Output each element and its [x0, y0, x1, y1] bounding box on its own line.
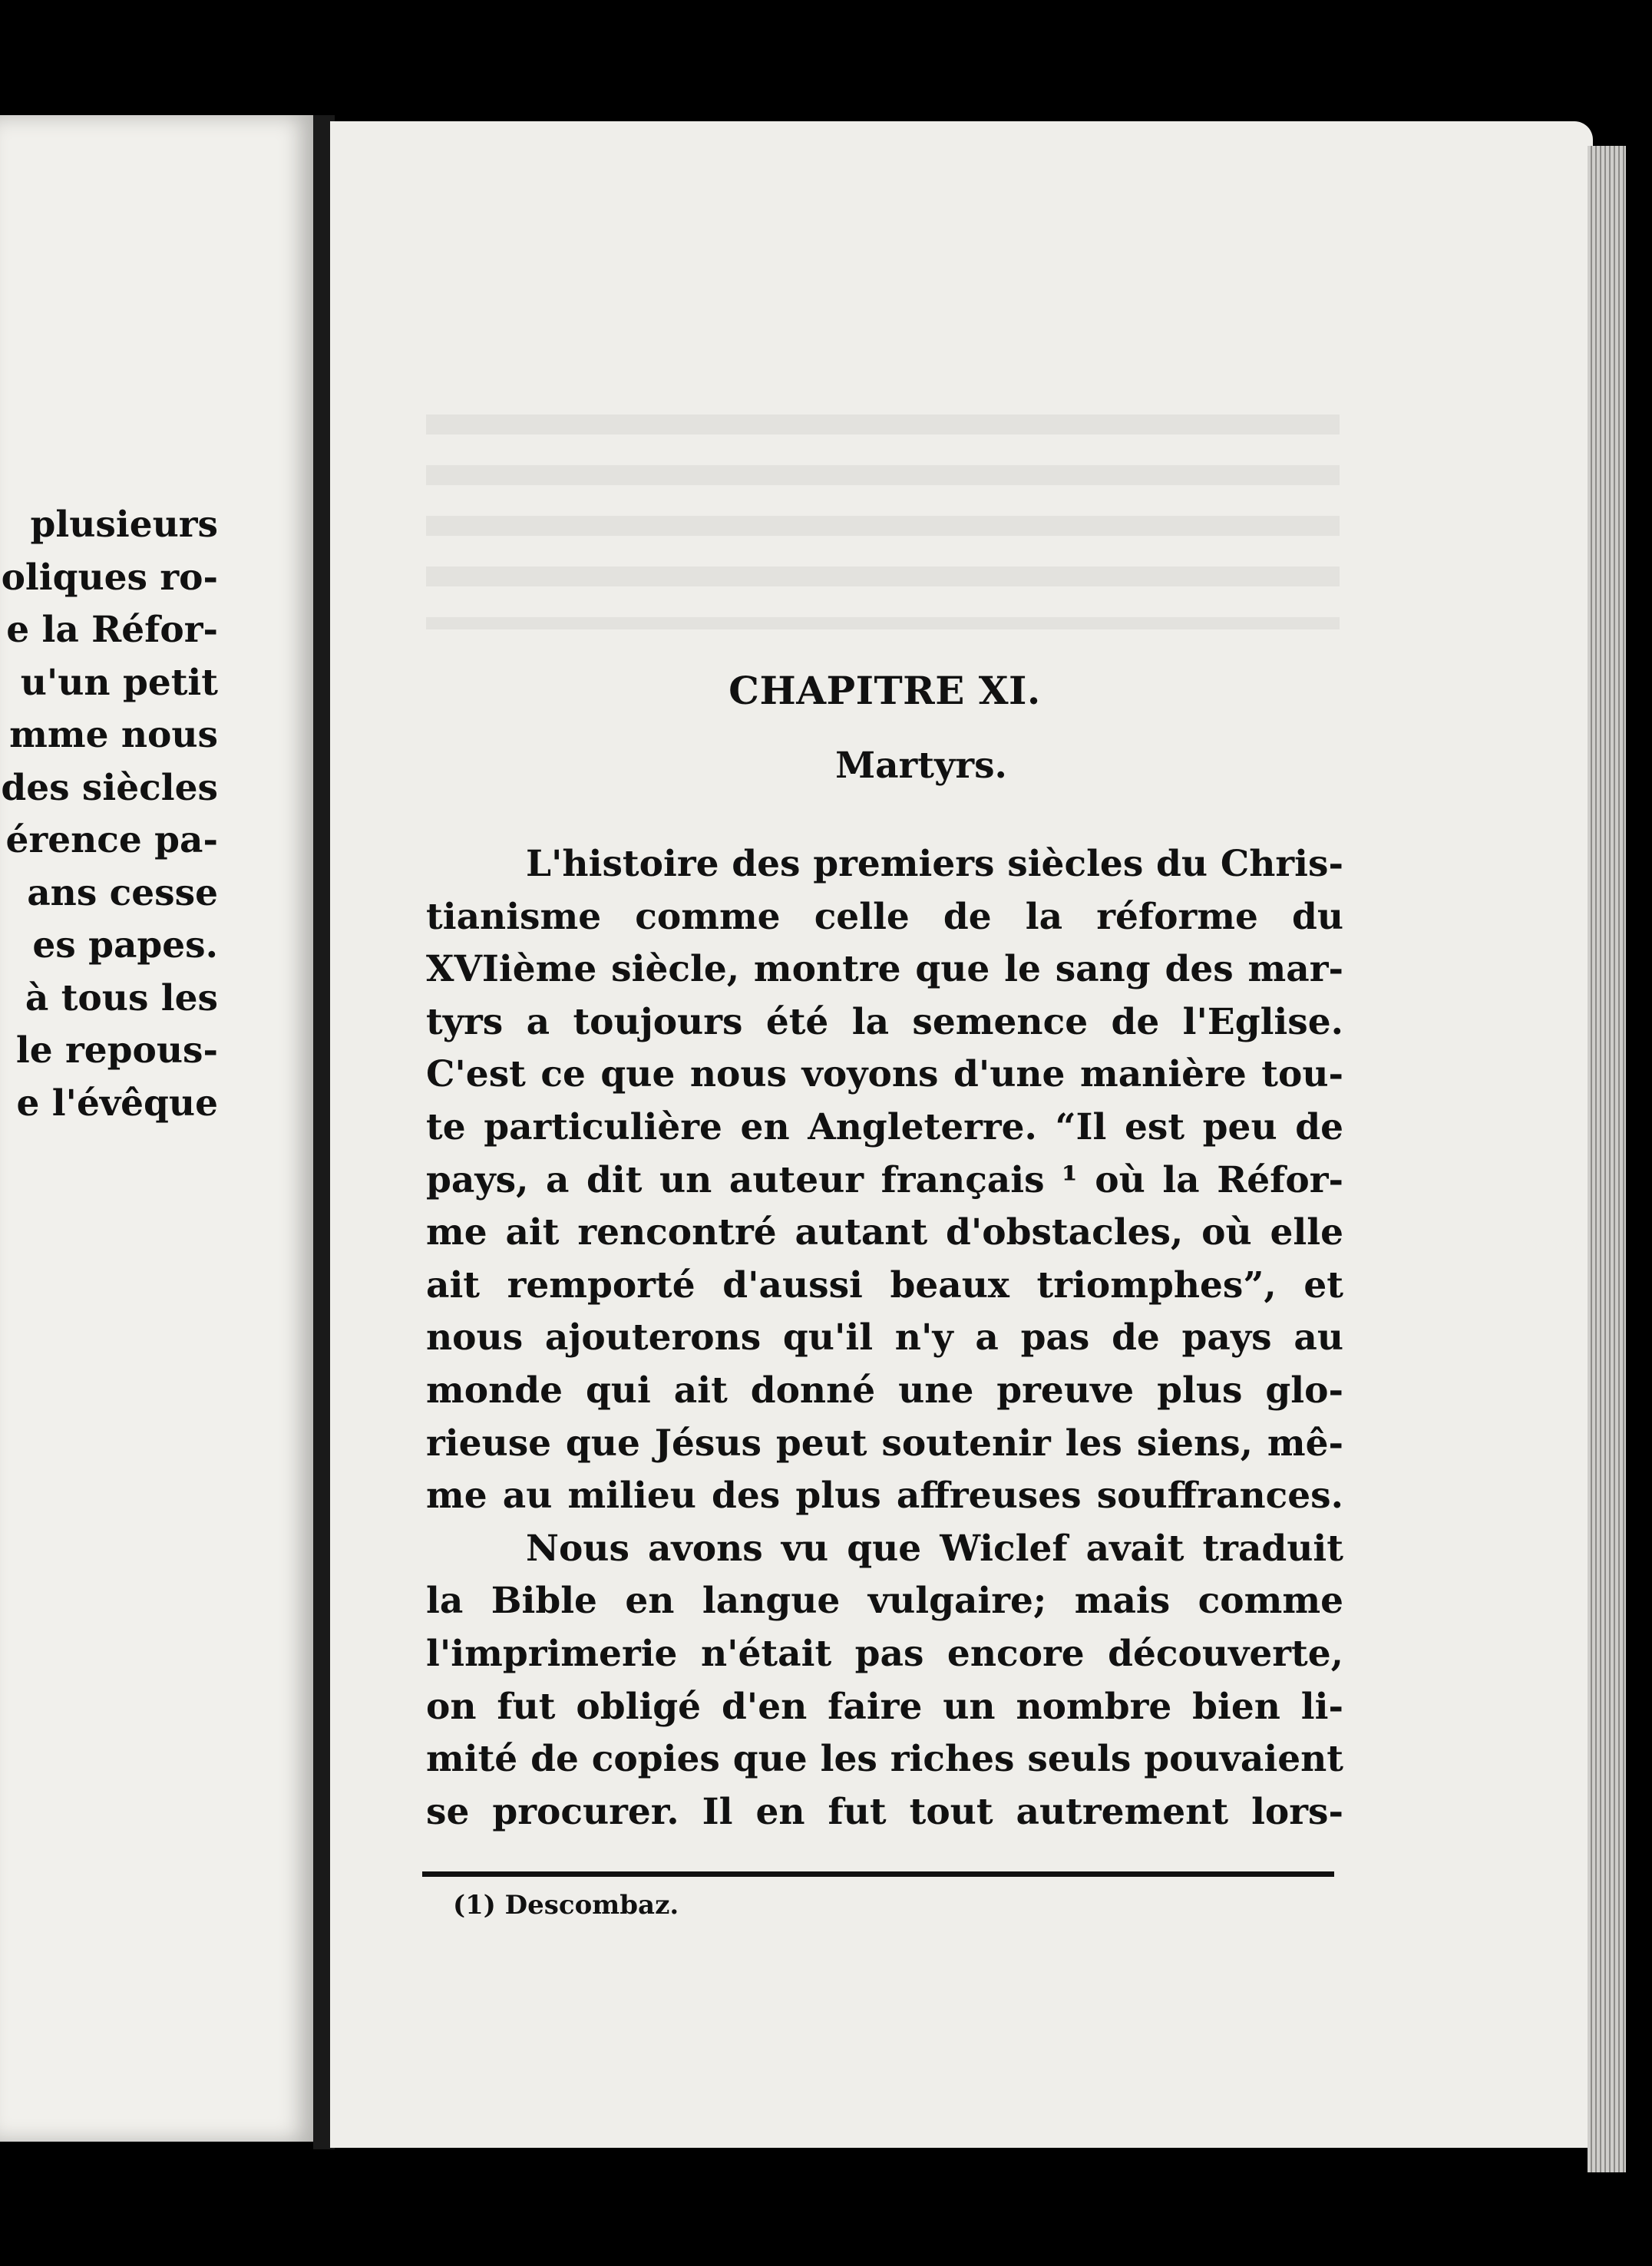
- footnote-rule: [422, 1871, 1334, 1877]
- body-line: te particulière en Angleterre. “Il est peu de: [426, 1105, 1343, 1148]
- left-line: plusieurs: [30, 504, 218, 546]
- show-through-text: [426, 384, 1340, 629]
- body-line: l'imprimerie n'était pas encore découverte,: [426, 1632, 1343, 1675]
- body-line: monde qui ait donné une preuve plus glo-: [426, 1369, 1343, 1412]
- footnote: (1) Descombaz.: [453, 1890, 679, 1921]
- page-edges: [1588, 146, 1626, 2172]
- body-line: tyrs a toujours été la semence de l'Eglise.: [426, 1000, 1343, 1043]
- body-line: ait remporté d'aussi beaux triomphes”, et: [426, 1263, 1343, 1306]
- body-line: la Bible en langue vulgaire; mais comme: [426, 1580, 1343, 1623]
- body-line: rieuse que Jésus peut soutenir les siens, mê-: [426, 1422, 1343, 1465]
- body-line: Nous avons vu que Wiclef avait traduit: [526, 1527, 1343, 1570]
- left-line: oliques ro-: [1, 556, 218, 599]
- body-line: mité de copies que les riches seuls pouvaient: [426, 1738, 1343, 1781]
- body-line: me ait rencontré autant d'obstacles, où elle: [426, 1211, 1343, 1254]
- left-line: mme nous: [9, 714, 218, 756]
- body-line: se procurer. Il en fut tout autrement lors-: [426, 1790, 1343, 1833]
- left-line: e la Réfor-: [6, 609, 218, 651]
- left-line: le repous-: [15, 1029, 218, 1072]
- body-line: XVIième siècle, montre que le sang des mar-: [426, 948, 1343, 991]
- left-line: érence pa-: [5, 819, 218, 861]
- body-line: me au milieu des plus affreuses souffrances.: [426, 1475, 1343, 1518]
- left-page-text: [1, 499, 218, 1130]
- body-text: [426, 838, 1343, 1838]
- left-line: es papes.: [32, 924, 218, 966]
- body-line: C'est ce que nous voyons d'une manière tou-: [426, 1053, 1343, 1096]
- body-line: pays, a dit un auteur français ¹ où la Réfor-: [426, 1158, 1343, 1201]
- chapter-title: CHAPITRE XI.: [729, 668, 1041, 713]
- left-line: ans cesse: [27, 871, 218, 914]
- body-line: nous ajouterons qu'il n'y a pas de pays au: [426, 1316, 1343, 1359]
- section-title: Martyrs.: [835, 745, 1007, 787]
- left-line: u'un petit: [20, 661, 218, 704]
- body-line: L'histoire des premiers siècles du Chris-: [526, 843, 1343, 885]
- body-line: tianisme comme celle de la réforme du: [426, 895, 1343, 938]
- left-line: à tous les: [25, 976, 218, 1019]
- body-line: on fut obligé d'en faire un nombre bien li-: [426, 1685, 1343, 1728]
- left-line: des siècles: [1, 766, 218, 809]
- left-page: [0, 115, 315, 2142]
- left-line: e l'évêque: [16, 1082, 218, 1125]
